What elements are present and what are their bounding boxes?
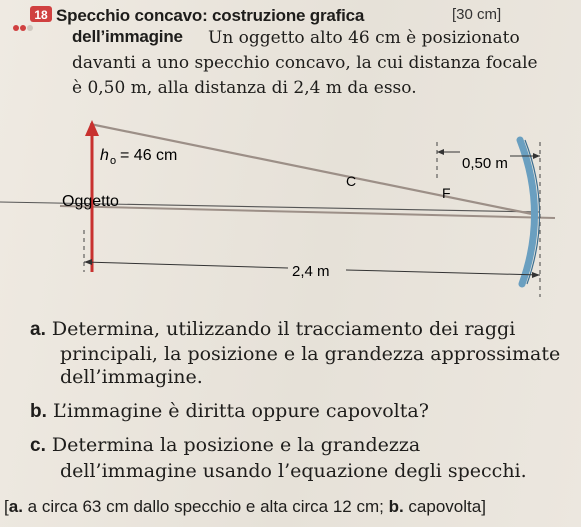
question-c [30,434,420,457]
center-of-curvature-label: C [346,173,357,189]
question-b-label: b. [30,401,47,422]
exercise-title-continued: dell’immagine [72,27,183,46]
answer-key: [a. a circa 63 cm dallo specchio e alta circa 12 cm; b. capovolta] [4,497,486,516]
answer-a-label: a. [8,497,23,516]
question-a-line-2: principali, la posizione e la grandezza approssimate [60,343,561,365]
object-arrowhead [85,120,99,136]
object-label: Oggetto [62,193,119,210]
question-a-line-1: Determina, utilizzando il tracciamento dei raggi [51,318,516,340]
concave-mirror-diagram [0,112,581,302]
points-label: [30 cm] [452,6,502,23]
question-c-line-2: dell’immagine usando l’equazione degli specchi. [60,460,527,482]
question-a-line-3: dell’immagine. [60,366,203,388]
object-distance-label: 2,4 m [292,263,330,280]
question-c-line-1: Determina la posizione e la grandezza [51,434,421,456]
answer-b-label: b. [388,497,404,516]
focal-distance-label: 0,50 m [462,155,508,172]
statement-line-3: è 0,50 m, alla distanza di 2,4 m da esso. [72,78,417,98]
question-b [30,400,429,423]
focus-label: F [442,185,451,201]
answer-b-text: capovolta [403,497,482,516]
statement-line-2: davanti a uno specchio concavo, la cui distanza focale [72,53,538,73]
exercise-title: Specchio concavo: costruzione grafica [56,6,365,25]
question-a-label: a. [30,319,46,340]
object-height-subscript: o [110,155,117,167]
object-height-value: = 46 cm [120,147,178,164]
question-a [30,318,515,341]
exercise-number: 18 [34,8,48,22]
question-c-label: c. [30,435,46,456]
exercise-number-badge [8,4,62,40]
question-b-line-1: L’immagine è diritta oppure capovolta? [52,400,429,422]
object-height-symbol: h [100,147,109,164]
statement-line-1: Un oggetto alto 46 cm è posizionato [208,28,520,48]
answer-a-text: a circa 63 cm dallo specchio e alta circa 12 cm; [22,497,389,516]
